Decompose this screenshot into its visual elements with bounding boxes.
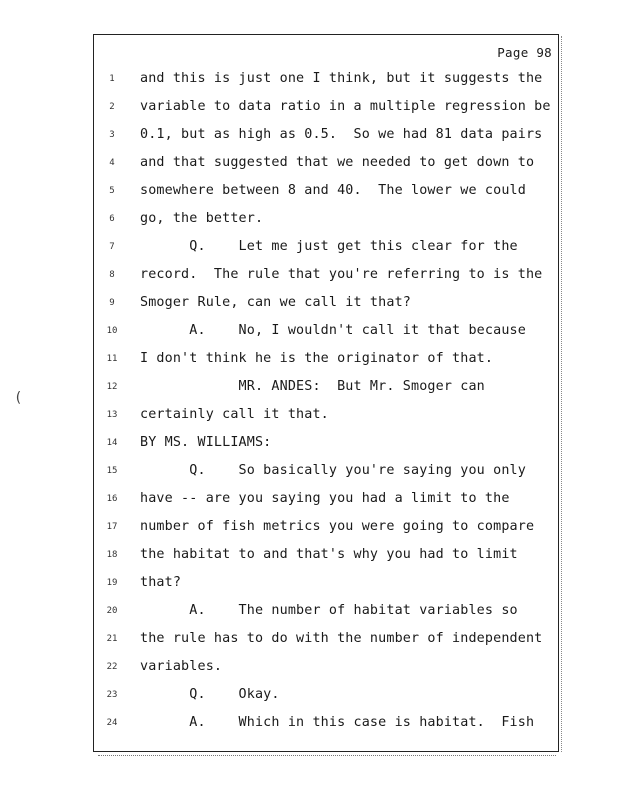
transcript-line — [94, 429, 558, 457]
transcript-line — [94, 149, 558, 177]
line-number: 1 — [109, 74, 115, 84]
line-number: 11 — [106, 354, 118, 364]
line-number: 5 — [109, 186, 115, 196]
line-text: number of fish metrics you were going to compare — [140, 519, 535, 534]
transcript-line — [94, 65, 558, 93]
line-number: 17 — [106, 522, 118, 532]
transcript-line — [94, 625, 558, 653]
line-text: A. The number of habitat variables so — [140, 603, 518, 618]
transcript-line — [94, 513, 558, 541]
line-text: 0.1, but as high as 0.5. So we had 81 data pairs — [140, 127, 543, 142]
transcript-line — [94, 653, 558, 681]
line-text: have -- are you saying you had a limit to the — [140, 491, 510, 506]
line-number: 23 — [106, 690, 118, 700]
line-number: 2 — [109, 102, 115, 112]
line-text: BY MS. WILLIAMS: — [140, 435, 272, 450]
line-text: A. Which in this case is habitat. Fish — [140, 715, 535, 730]
line-number: 19 — [106, 578, 118, 588]
line-text: variable to data ratio in a multiple regression be — [140, 99, 551, 114]
line-text: that? — [140, 575, 182, 590]
line-number: 21 — [106, 634, 118, 644]
bottom-rule — [98, 755, 556, 757]
line-text: the habitat to and that's why you had to limit — [140, 547, 518, 562]
transcript-line — [94, 345, 558, 373]
transcript-line — [94, 681, 558, 709]
transcript-line — [94, 569, 558, 597]
line-text: I don't think he is the originator of that. — [140, 351, 494, 366]
page-number: Page 98 — [497, 45, 552, 60]
line-text: somewhere between 8 and 40. The lower we could — [140, 183, 526, 198]
line-number: 13 — [106, 410, 118, 420]
line-number: 24 — [106, 718, 118, 728]
line-text: the rule has to do with the number of independent — [140, 631, 543, 646]
line-text: Q. Let me just get this clear for the — [140, 239, 518, 254]
transcript-page-frame — [93, 34, 559, 752]
line-text: and that suggested that we needed to get down to — [140, 155, 535, 170]
line-text: Q. So basically you're saying you only — [140, 463, 526, 478]
transcript-line — [94, 485, 558, 513]
transcript-line — [94, 709, 558, 737]
line-number: 18 — [106, 550, 118, 560]
line-text: Smoger Rule, can we call it that? — [140, 295, 411, 310]
line-number: 7 — [109, 242, 115, 252]
line-number: 20 — [106, 606, 118, 616]
line-number: 16 — [106, 494, 118, 504]
line-number: 22 — [106, 662, 118, 672]
line-number: 6 — [109, 214, 115, 224]
transcript-line — [94, 457, 558, 485]
transcript-line — [94, 541, 558, 569]
line-number: 12 — [106, 382, 118, 392]
transcript-line — [94, 205, 558, 233]
transcript-line — [94, 289, 558, 317]
line-number: 4 — [109, 158, 115, 168]
transcript-line — [94, 93, 558, 121]
margin-bracket-mark: ( — [14, 390, 23, 406]
line-text: record. The rule that you're referring to is the — [140, 267, 543, 282]
line-number: 14 — [106, 438, 118, 448]
line-text: variables. — [140, 659, 223, 674]
line-number: 15 — [106, 466, 118, 476]
line-text: Q. Okay. — [140, 687, 280, 702]
line-number: 3 — [109, 130, 115, 140]
line-text: certainly call it that. — [140, 407, 329, 422]
line-number: 9 — [109, 298, 115, 308]
line-text: go, the better. — [140, 211, 264, 226]
transcript-line — [94, 597, 558, 625]
line-text: and this is just one I think, but it suggests the — [140, 71, 543, 86]
line-text: A. No, I wouldn't call it that because — [140, 323, 526, 338]
transcript-line — [94, 177, 558, 205]
line-text: MR. ANDES: But Mr. Smoger can — [140, 379, 485, 394]
transcript-line — [94, 261, 558, 289]
line-number: 10 — [106, 326, 118, 336]
line-number: 8 — [109, 270, 115, 280]
transcript-line — [94, 121, 558, 149]
transcript-line — [94, 373, 558, 401]
transcript-line — [94, 401, 558, 429]
right-margin-rule — [561, 36, 563, 752]
transcript-line — [94, 317, 558, 345]
transcript-line — [94, 233, 558, 261]
